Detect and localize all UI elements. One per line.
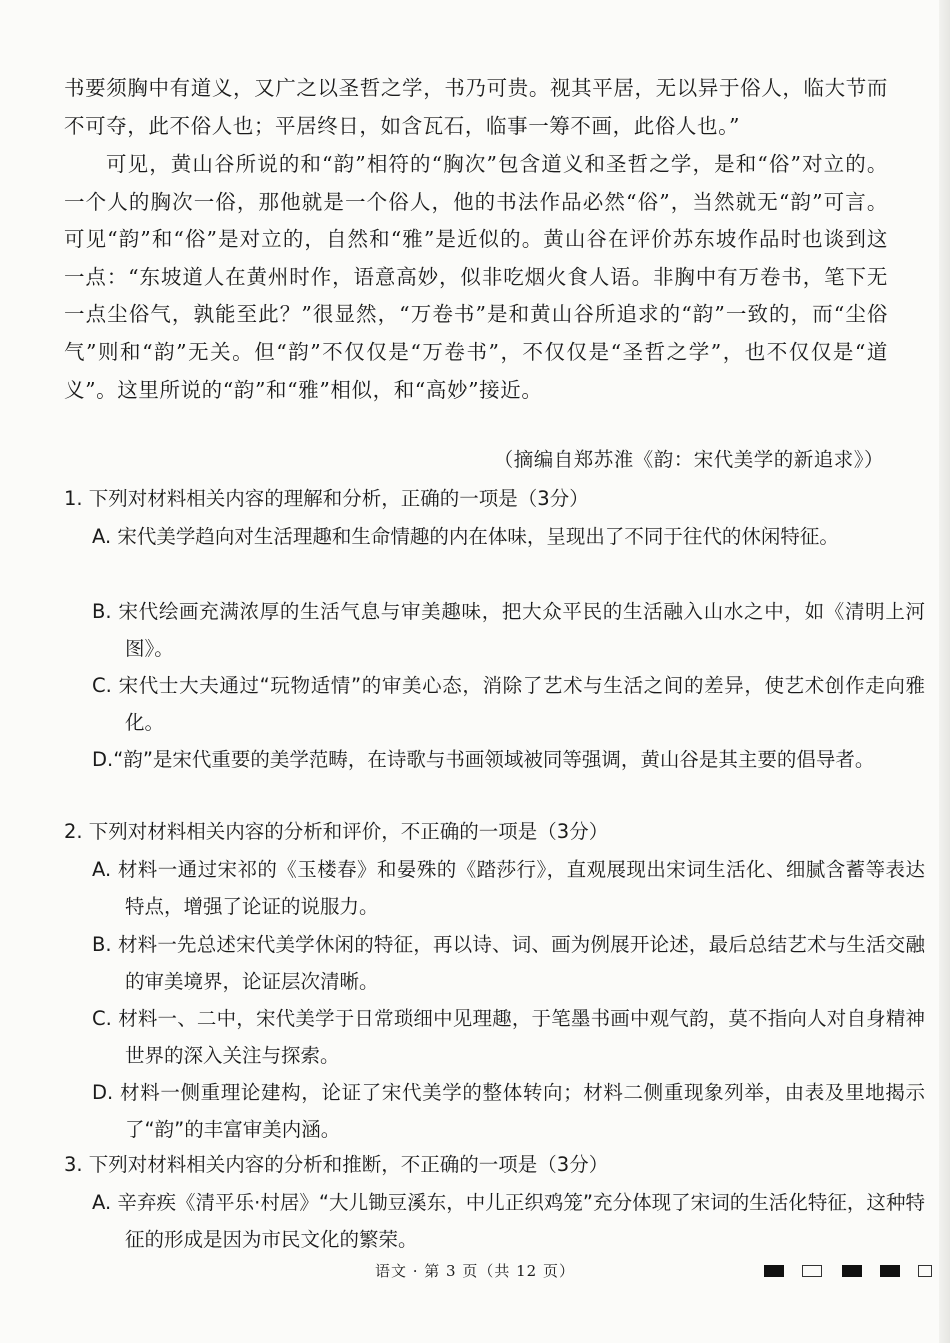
material-paragraph: 可见，黄山谷所说的和“韵”相符的“胸次”包含道义和圣哲之学，是和“俗”对立的。一个人的胸次一俗，那他就是一个俗人，他的书法作品必然“俗”，当然就无“韵”可言。可见“韵”和“俗”是对立的，自然和“雅”是近似的。黄山谷在评价苏东坡作品时也谈到这一点：“东坡道人在黄州时作，语意高妙，似非吃烟火食人语。非胸中有万卷书，笔下无一点尘俗气，孰能至此？”很显然，“万卷书”是和黄山谷所追求的“韵”一致的，而“尘俗气”则和“韵”无关。但“韵”不仅仅是“万卷书”，不仅仅是“圣哲之学”，也不仅仅是“道义”。这里所说的“韵”和“雅”相似，和“高妙”接近。 <box>64 152 888 402</box>
question-stem: 2. 下列对材料相关内容的分析和评价，不正确的一项是（3分） <box>64 820 609 843</box>
material-source: （摘编自郑苏淮《韵：宋代美学的新追求》） <box>493 448 884 471</box>
registration-mark <box>764 1265 784 1277</box>
option-b: B. 宋代绘画充满浓厚的生活气息与审美趣味，把大众平民的生活融入山水之中，如《清明上河图》。 <box>92 600 925 660</box>
material-paragraph-continued: 书要须胸中有道义，又广之以圣哲之学，书乃可贵。视其平居，无以异于俗人，临大节而不可夺，此不俗人也；平居终日，如含瓦石，临事一筹不画，此俗人也。” <box>64 76 888 138</box>
question-stem: 1. 下列对材料相关内容的理解和分析，正确的一项是（3分） <box>64 487 589 510</box>
option-d: D.“韵”是宋代重要的美学范畴，在诗歌与书画领域被同等强调，黄山谷是其主要的倡导者。 <box>92 748 875 771</box>
option-a: A. 宋代美学趋向对生活理趣和生命情趣的内在体味，呈现出了不同于往代的休闲特征。 <box>92 525 839 548</box>
question-stem: 3. 下列对材料相关内容的分析和推断，不正确的一项是（3分） <box>64 1153 609 1176</box>
registration-mark <box>802 1265 822 1277</box>
registration-mark <box>880 1265 900 1277</box>
option-c: C. 宋代士大夫通过“玩物适情”的审美心态，消除了艺术与生活之间的差异，使艺术创作走向雅化。 <box>92 674 925 734</box>
registration-mark <box>918 1265 932 1277</box>
option-c: C. 材料一、二中，宋代美学于日常琐细中见理趣，于笔墨书画中观气韵，莫不指向人对自身精神世界的深入关注与探索。 <box>92 1007 925 1067</box>
option-d: D. 材料一侧重理论建构，论证了宋代美学的整体转向；材料二侧重现象列举，由表及里地揭示了“韵”的丰富审美内涵。 <box>92 1081 925 1141</box>
option-b: B. 材料一先总述宋代美学休闲的特征，再以诗、词、画为例展开论述，最后总结艺术与生活交融的审美境界，论证层次清晰。 <box>92 933 925 993</box>
page-footer: 语文 · 第 3 页（共 12 页） <box>374 1262 575 1280</box>
option-a: A. 材料一通过宋祁的《玉楼春》和晏殊的《踏莎行》，直观展现出宋词生活化、细腻含蓄等表达特点，增强了论证的说服力。 <box>92 858 925 918</box>
option-a: A. 辛弃疾《清平乐·村居》“大儿锄豆溪东，中儿正织鸡笼”充分体现了宋词的生活化特征，这种特征的形成是因为市民文化的繁荣。 <box>92 1191 925 1251</box>
scan-edge <box>939 0 950 1343</box>
registration-mark <box>842 1265 862 1277</box>
